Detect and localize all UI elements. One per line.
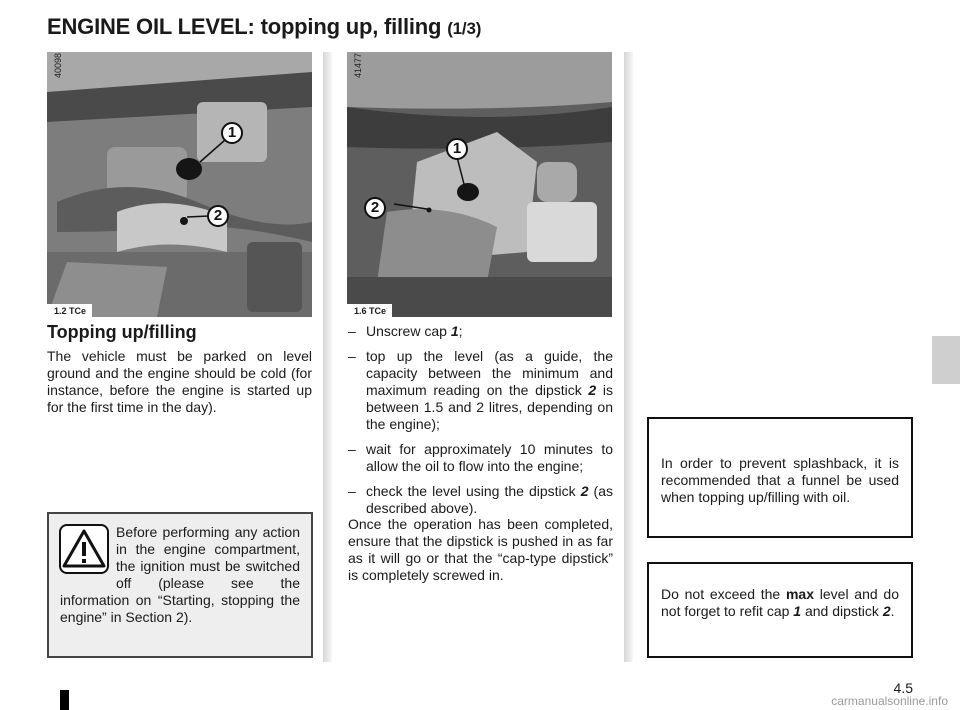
tip-box-funnel — [647, 417, 913, 538]
engine-photo-1-2-tce — [47, 52, 312, 317]
column-divider-left — [323, 52, 332, 662]
image-code: 40098 — [53, 52, 63, 78]
callout-2: 2 — [364, 197, 386, 219]
watermark: carmanualsonline.info — [831, 694, 948, 708]
callout-1: 1 — [446, 138, 468, 160]
closing-paragraph: Once the operation has been completed, ensure that the dipstick is pushed in as far as it will go or that the “cap-type dipstick” is completely screwed in. — [348, 516, 613, 583]
intro-paragraph: The vehicle must be parked on level ground and the engine should be cold (for instance, before the engine is started up for the first time in the day). — [47, 348, 312, 415]
warning-text: Before performing any action in the engine compartment, the ignition must be switched off (please see the information on “Starting, stopping the engine” in Section 2). — [60, 524, 300, 625]
tip-box-max-level — [647, 562, 913, 658]
corner-mark — [60, 690, 69, 710]
engine-illustration-left — [47, 52, 312, 317]
engine-photo-1-6-tce — [347, 52, 612, 317]
column-divider-right — [624, 52, 633, 662]
warning-text-block — [60, 524, 300, 626]
warning-box — [47, 512, 313, 658]
image-code: 41477 — [353, 52, 363, 78]
step-item: – wait for approximately 10 minutes to allow the oil to flow into the engine; — [348, 441, 613, 474]
step-item: – top up the level (as a guide, the capacity between the minimum and maximum reading on the dipstick 2 is between 1.5 and 2 litres, depending on the engine); — [348, 348, 613, 432]
callout-1: 1 — [221, 122, 243, 144]
page-title — [47, 14, 481, 40]
model-label: 1.2 TCe — [47, 304, 92, 317]
step-item: – Unscrew cap 1; — [348, 323, 463, 339]
section-heading: Topping up/filling — [47, 322, 197, 342]
section-tab — [932, 336, 960, 384]
tip-text: In order to prevent splashback, it is recommended that a funnel be used when topping up/filling with oil. — [661, 455, 899, 505]
model-label: 1.6 TCe — [347, 304, 392, 317]
title-suffix: (1/3) — [447, 19, 482, 38]
page-number: 4.5 — [893, 680, 913, 696]
step-item: – check the level using the dipstick 2 (as described above). — [348, 483, 613, 516]
tip-text: Do not exceed the max level and do not forget to refit cap 1 and dipstick 2. — [661, 586, 899, 619]
steps-list — [348, 323, 613, 525]
title-main: ENGINE OIL LEVEL: topping up, filling — [47, 14, 442, 39]
callout-2: 2 — [207, 205, 229, 227]
engine-illustration-right — [347, 52, 612, 317]
